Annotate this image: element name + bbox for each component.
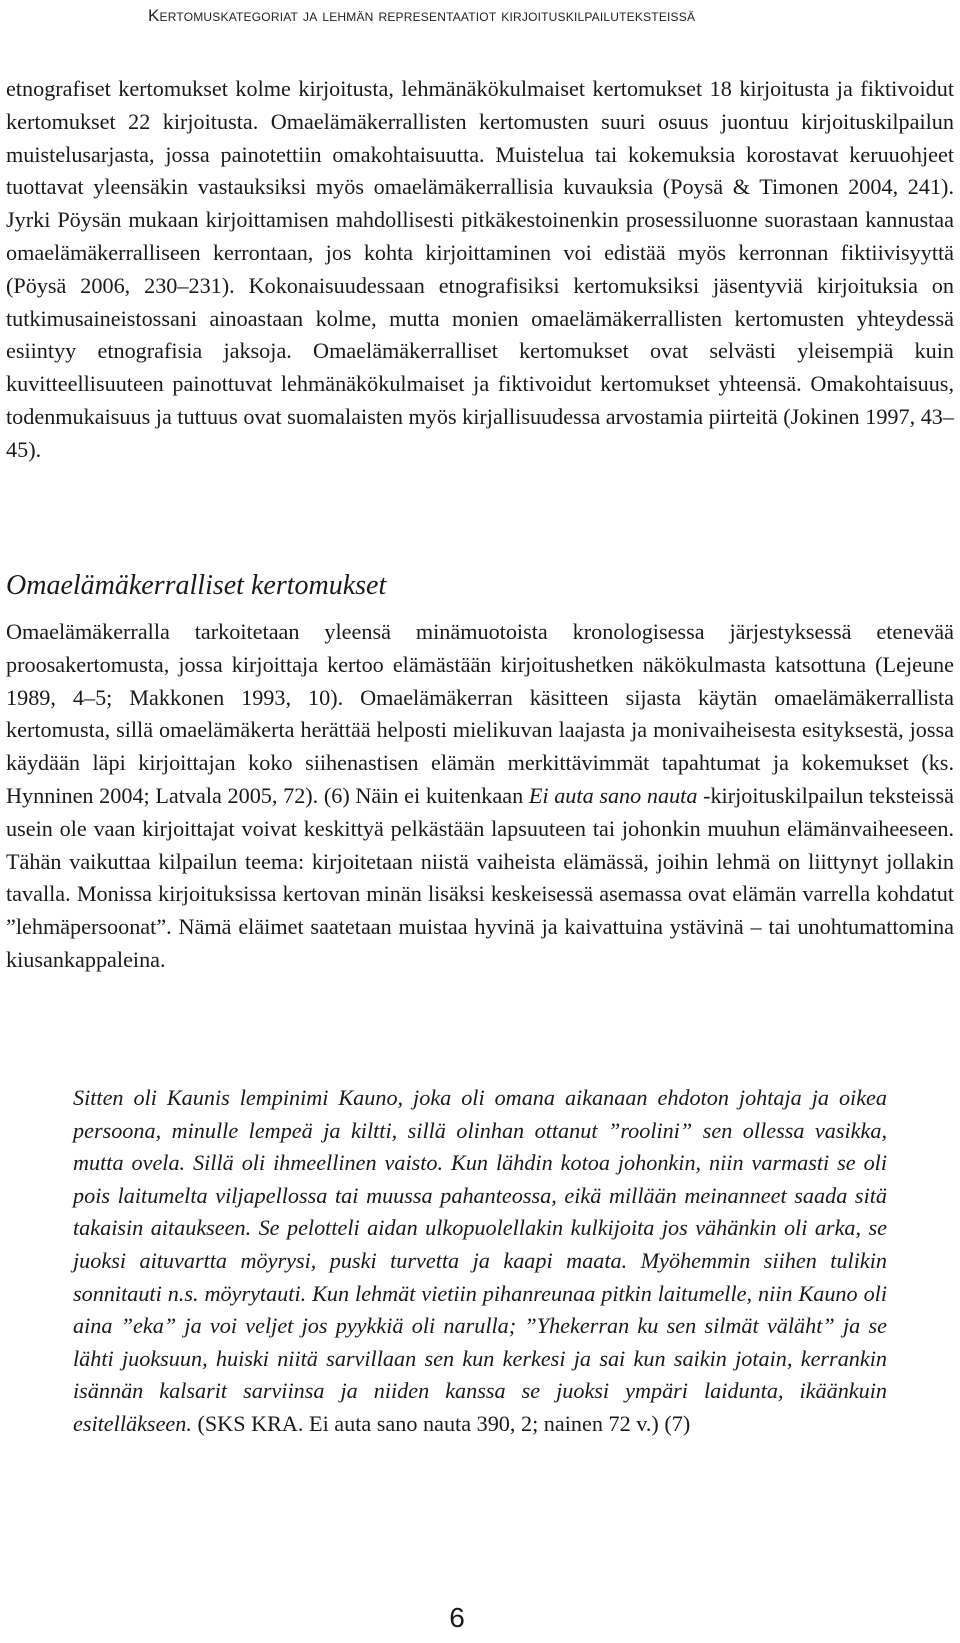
competition-title: Ei auta sano nauta	[528, 782, 698, 808]
body-paragraph-2	[6, 616, 954, 977]
paragraph-2-text-end: -kirjoituskilpailun teksteissä usein ole vaan kirjoittajat voivat keskittyä pelkästään lapsuuteen tai johonkin muuhun elämänvaiheeseen. Tähän vaikuttaa kilpailun teema: kirjoitetaan niistä vaiheista elämässä, joihin lehmä on liittynyt jollakin tavalla. Monissa kirjoituksissa kertovan minän lisäksi keskeisessä asemassa ovat elämän varrella kohdatut ”lehmäpersoonat”. Nämä eläimet saatetaan muistaa hyvinä ja kaivattuina ystävinä – tai unohtumattomina kiusankappaleina.	[6, 782, 954, 972]
running-head: Kertomuskategoriat ja lehmän representaatiot kirjoituskilpailuteksteissä	[148, 6, 696, 25]
paragraph-2-text-start: Omaelämäkerralla tarkoitetaan yleensä minämuotoista kronologisessa järjestyksessä etenevää proosakertomusta, jossa kirjoittaja kertoo elämästään kirjoitushetken näkökulmasta katsottuna (Lejeune 1989, 4–5; Makkonen 1993, 10). Omaelämäkerran käsitteen sijasta käytän omaelämäkerrallista kertomusta, sillä omaelämäkerta herättää helposti mielikuvan laajasta ja monivaiheisesta esityksestä, jossa käydään läpi kirjoittajan koko siihenastisen elämän merkittävimmät tapahtumat ja kokemukset (ks. Hynninen 2004; Latvala 2005, 72). (6) Näin ei kuitenkaan	[6, 619, 954, 808]
section-heading: Omaelämäkerralliset kertomukset	[6, 570, 387, 601]
quote-citation: (SKS KRA. Ei auta sano nauta 390, 2; nainen 72 v.) (7)	[191, 1410, 691, 1436]
page-number: 6	[449, 1602, 465, 1633]
quote-text: Sitten oli Kaunis lempinimi Kauno, joka oli omana aikanaan ehdoton johtaja ja oikea persoona, minulle lempeä ja kiltti, sillä olinhan ottanut ”roolini” sen ollessa vasikka, mutta ovela. Sillä oli ihmeellinen vaisto. Kun lähdin kotoa johonkin, niin varmasti se oli pois laitumelta viljapellossa tai muussa pahanteossa, eikä millään meinanneet saada sitä takaisin aitaukseen. Se pelotteli aidan ulkopuolellakin kulkijoita jos vähänkin oli arka, se juoksi aituvartta möyrysi, puski turvetta ja kaapi maata. Myöhemmin siihen tulikin sonnitauti n.s. möyrytauti. Kun lehmät vietiin pihanreunaa pitkin laitumelle, niin Kauno oli aina ”eka” ja voi veljet jos pyykkiä oli narulla; ”Yhekerran ku sen silmät väläht” ja se lähti juoksuun, huiski niitä sarvillaan sen kun kerkesi ja sai kun saikin jotain, kerrankin isännän kalsarit sarviinsa ja niiden kanssa se juoksi ympäri laidunta, ikäänkuin esitelläkseen.	[73, 1085, 887, 1436]
body-paragraph-1: etnografiset kertomukset kolme kirjoitusta, lehmänäkökulmaiset kertomukset 18 kirjoitusta ja fiktivoidut kertomukset 22 kirjoitusta. Omaelämäkerrallisten kertomusten suuri osuus juontuu kirjoituskilpailun muistelusarjasta, jossa painotettiin omakohtaisuutta. Muistelua tai kokemuksia korostavat keruuohjeet tuottavat yleensäkin vastauksiksi myös omaelämäkerrallisia kuvauksia (Poysä & Timonen 2004, 241). Jyrki Pöysän mukaan kirjoittamisen mahdollisesti pitkäkestoinenkin prosessiluonne suorastaan kannustaa omaelämäkerralliseen kerrontaan, jos kohta kirjoittaminen voi edistää myös kerronnan fiktiivisyyttä (Pöysä 2006, 230–231). Kokonaisuudessaan etnografisiksi kertomuksiksi jäsentyviä kirjoituksia on tutkimusaineistossani ainoastaan kolme, mutta monien omaelämäkerrallisten kertomusten yhteydessä esiintyy etnografisia jaksoja. Omaelämäkerralliset kertomukset ovat selvästi yleisempiä kuin kuvitteellisuuteen painottuvat lehmänäkökulmaiset ja fiktivoidut kertomukset yhteensä. Omakohtaisuus, todenmukaisuus ja tuttuus ovat suomalaisten myös kirjallisuudessa arvostamia piirteitä (Jokinen 1997, 43–45).	[6, 76, 954, 462]
block-quote	[73, 1082, 887, 1441]
